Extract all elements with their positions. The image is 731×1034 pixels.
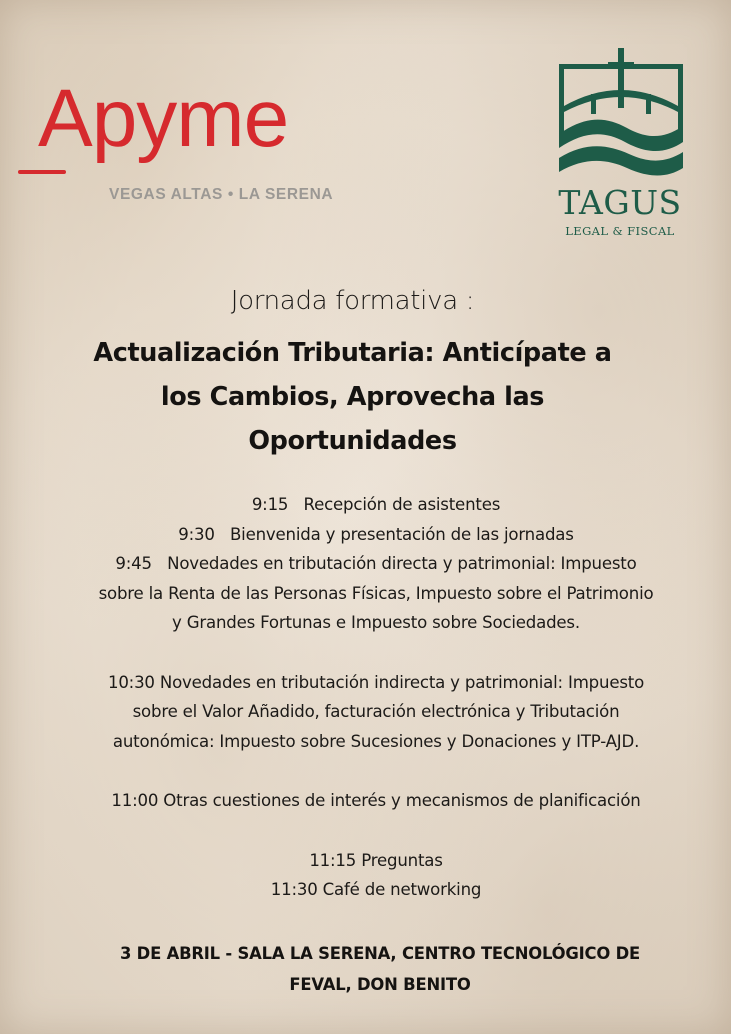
event-footer-line: FEVAL, DON BENITO <box>289 975 471 994</box>
tagus-logo <box>550 46 695 246</box>
agenda-text: sobre el Valor Añadido, facturación electrónica y Tributación <box>132 702 620 721</box>
agenda-item <box>46 520 706 550</box>
agenda-text: sobre la Renta de las Personas Físicas, Impuesto sobre el Patrimonio <box>98 583 654 603</box>
agenda-block-morning <box>46 490 706 638</box>
event-title-line: Oportunidades <box>248 426 457 456</box>
agenda-time: 9:30 <box>178 524 215 544</box>
agenda-block-closing <box>46 846 706 905</box>
tagus-wordmark: TAGUS <box>558 183 682 222</box>
agenda-item <box>46 875 706 905</box>
agenda-item <box>46 490 706 520</box>
agenda-item <box>46 846 706 876</box>
tagus-tagline: LEGAL & FISCAL <box>565 224 675 238</box>
agenda-text: y Grandes Fortunas e Impuesto sobre Sociedades. <box>172 613 580 632</box>
agenda-text: Café de networking <box>322 880 482 899</box>
agenda-text: Preguntas <box>361 850 443 870</box>
agenda-text: autonómica: Impuesto sobre Sucesiones y Donaciones y ITP-AJD. <box>112 731 640 751</box>
agenda-time: 11:30 <box>270 880 318 899</box>
agenda-time: 9:15 <box>251 495 289 514</box>
apyme-tagline: VEGAS ALTAS • LA SERENA <box>109 186 334 203</box>
tagus-emblem-icon <box>555 46 687 186</box>
agenda-block-indirect <box>46 668 706 757</box>
agenda-item <box>46 549 706 638</box>
agenda-text: Novedades en tributación indirecta y patrimonial: Impuesto <box>159 672 645 692</box>
event-footer-line: 3 DE ABRIL - SALA LA SERENA, CENTRO TECNOLÓGICO DE <box>119 944 641 963</box>
agenda-time: 9:45 <box>115 554 152 573</box>
agenda-time: 11:00 <box>111 791 159 810</box>
agenda-item <box>46 668 706 757</box>
agenda-block-planning <box>46 786 706 816</box>
agenda-item <box>46 786 706 816</box>
event-title-line: los Cambios, Aprovecha las <box>160 382 545 412</box>
apyme-wordmark: Apyme <box>38 73 289 164</box>
event-subtitle: Jornada formativa : <box>230 286 475 316</box>
agenda-text: Bienvenida y presentación de las jornadas <box>229 524 574 544</box>
agenda-text: Novedades en tributación directa y patrimonial: Impuesto <box>167 554 637 573</box>
agenda-text: Recepción de asistentes <box>303 495 501 514</box>
event-title <box>50 331 655 463</box>
event-title-line: Actualización Tributaria: Anticípate a <box>93 338 612 368</box>
apyme-logo <box>16 73 356 212</box>
agenda-time: 11:15 <box>309 850 357 870</box>
apyme-underline-mark <box>18 170 66 174</box>
event-date-location <box>70 938 690 1000</box>
agenda-time: 10:30 <box>107 672 155 692</box>
agenda-text: Otras cuestiones de interés y mecanismos de planificación <box>163 791 641 810</box>
agenda <box>46 490 706 905</box>
